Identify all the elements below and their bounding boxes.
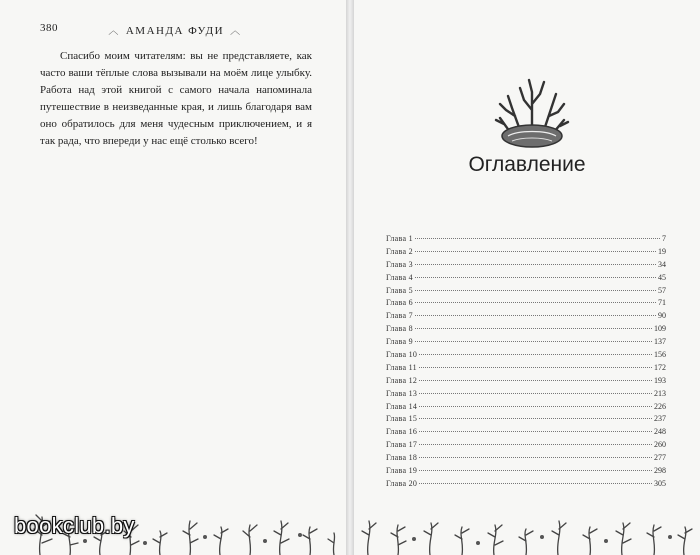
toc-page-number: 248 (654, 427, 666, 437)
toc-leader-dots (415, 315, 656, 316)
toc-entry (386, 285, 666, 298)
toc-leader-dots (415, 277, 656, 278)
toc-entry (386, 452, 666, 465)
toc-page-number: 298 (654, 466, 666, 476)
toc-page-number: 305 (654, 478, 666, 488)
toc-chapter-label: Глава 17 (386, 440, 418, 450)
toc-chapter-label: Глава 18 (386, 453, 418, 463)
acknowledgement-paragraph: Спасибо моим читателям: вы не представляете, как часто ваши тёплые слова вызывали на моём лице улыбку. Работа над этой книгой с самого начала напоминала путешествие в неизведанные края, и лишь благодаря вам оно обратилось для меня чудесным приключением, и я так рада, что впереди у нас ещё столько всего! (40, 50, 312, 147)
toc-entry (386, 246, 666, 259)
toc-page-number: 226 (654, 401, 666, 411)
toc-page-number: 34 (658, 259, 666, 269)
toc-leader-dots (419, 431, 652, 432)
toc-chapter-label: Глава 2 (386, 246, 413, 256)
toc-chapter-label: Глава 3 (386, 259, 413, 269)
toc-page-number: 71 (658, 298, 666, 308)
toc-leader-dots (419, 457, 652, 458)
toc-page-number: 260 (654, 440, 666, 450)
toc-leader-dots (415, 290, 656, 291)
toc-chapter-label: Глава 10 (386, 350, 418, 360)
foliage-border-icon (354, 485, 700, 555)
toc-leader-dots (419, 406, 652, 407)
toc-leader-dots (419, 354, 652, 355)
toc-entry (386, 465, 666, 478)
toc-chapter-label: Глава 14 (386, 401, 418, 411)
toc-page-number: 57 (658, 285, 666, 295)
running-title: АМАНДА ФУДИ (125, 25, 225, 37)
toc-chapter-label: Глава 20 (386, 478, 418, 488)
toc-page-number: 45 (658, 272, 666, 282)
toc-chapter-label: Глава 13 (386, 388, 418, 398)
toc-chapter-label: Глава 4 (386, 272, 413, 282)
table-of-contents (386, 233, 666, 491)
toc-entry (386, 233, 666, 246)
toc-leader-dots (419, 393, 652, 394)
toc-page-number: 277 (654, 453, 666, 463)
toc-entry (386, 426, 666, 439)
toc-chapter-label: Глава 6 (386, 298, 413, 308)
right-page (354, 0, 700, 555)
left-page (0, 0, 346, 555)
wave-ornament-icon: ︿ (230, 26, 242, 37)
toc-entry (386, 349, 666, 362)
page-number: 380 (40, 22, 58, 34)
toc-chapter-label: Глава 8 (386, 324, 413, 334)
toc-leader-dots (415, 251, 656, 252)
toc-entry (386, 310, 666, 323)
toc-title: Оглавление (468, 153, 586, 176)
toc-entry (386, 323, 666, 336)
toc-page-number: 137 (654, 337, 666, 347)
coral-emblem-icon (482, 70, 582, 150)
toc-chapter-label: Глава 16 (386, 427, 418, 437)
toc-page-number: 172 (654, 362, 666, 372)
toc-leader-dots (419, 367, 652, 368)
toc-chapter-label: Глава 19 (386, 466, 418, 476)
toc-leader-dots (415, 264, 656, 265)
toc-entry (386, 297, 666, 310)
toc-page-number: 237 (654, 414, 666, 424)
toc-page-number: 193 (654, 375, 666, 385)
toc-chapter-label: Глава 7 (386, 311, 413, 321)
toc-leader-dots (419, 470, 652, 471)
toc-entry (386, 375, 666, 388)
toc-page-number: 7 (662, 234, 666, 243)
toc-chapter-label: Глава 5 (386, 285, 413, 295)
book-gutter (346, 0, 354, 555)
toc-entry (386, 413, 666, 426)
toc-leader-dots (419, 444, 652, 445)
toc-leader-dots (415, 302, 656, 303)
toc-entry (386, 362, 666, 375)
running-head (40, 22, 310, 38)
running-title-block (40, 22, 310, 37)
toc-entry (386, 259, 666, 272)
toc-chapter-label: Глава 11 (386, 362, 417, 372)
watermark: bookclub.by (14, 513, 135, 538)
toc-leader-dots (415, 341, 652, 342)
toc-chapter-label: Глава 15 (386, 414, 418, 424)
toc-leader-dots (415, 238, 660, 239)
toc-entry (386, 439, 666, 452)
toc-page-number: 156 (654, 350, 666, 360)
toc-entry (386, 336, 666, 349)
acknowledgement-text (40, 48, 312, 150)
toc-leader-dots (419, 483, 652, 484)
toc-page-number: 19 (658, 246, 666, 256)
toc-chapter-label: Глава 1 (386, 234, 413, 243)
toc-chapter-label: Глава 9 (386, 337, 413, 347)
wave-ornament-icon: ︿ (108, 26, 120, 37)
toc-entry (386, 272, 666, 285)
toc-entry (386, 401, 666, 414)
toc-page-number: 109 (654, 324, 666, 334)
toc-entry (386, 388, 666, 401)
toc-leader-dots (419, 380, 652, 381)
toc-chapter-label: Глава 12 (386, 375, 418, 385)
toc-page-number: 213 (654, 388, 666, 398)
toc-leader-dots (415, 328, 652, 329)
toc-page-number: 90 (658, 311, 666, 321)
toc-leader-dots (419, 418, 652, 419)
